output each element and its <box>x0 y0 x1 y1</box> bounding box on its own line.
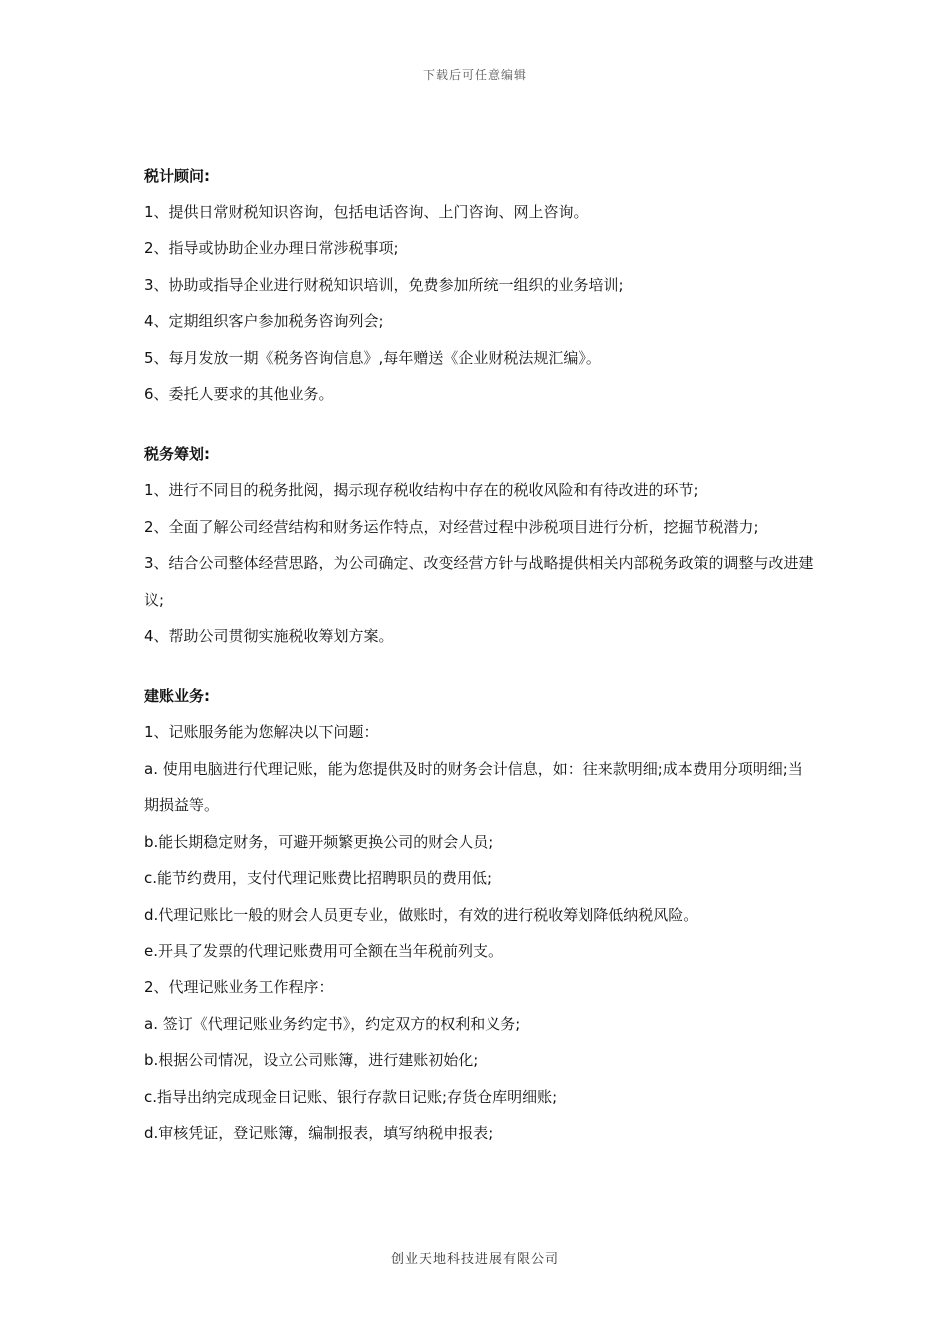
paragraph: d.代理记账比一般的财会人员更专业，做账时，有效的进行税收筹划降低纳税风险。 <box>144 905 699 924</box>
paragraph: 4、帮助公司贯彻实施税收筹划方案。 <box>144 627 394 646</box>
paragraph: 6、委托人要求的其他业务。 <box>144 385 334 404</box>
section-tax-planning <box>144 436 814 654</box>
paragraph: 3、结合公司整体经营思路，为公司确定、改变经营方针与战略提供相关内部税务政策的调整与改进建议; <box>144 554 814 609</box>
document-body <box>144 158 814 1175</box>
paragraph: 2、指导或协助企业办理日常涉税事项; <box>144 239 399 258</box>
paragraph: 1、进行不同目的税务批阅，揭示现存税收结构中存在的税收风险和有待改进的环节; <box>144 481 699 500</box>
page-header: 下载后可任意编辑 <box>422 68 527 82</box>
paragraph: c.能节约费用，支付代理记账费比招聘职员的费用低; <box>144 869 493 888</box>
paragraph: 2、全面了解公司经营结构和财务运作特点，对经营过程中涉税项目进行分析，挖掘节税潜力; <box>144 517 759 536</box>
section-title: 税务筹划: <box>144 445 210 464</box>
paragraph: b.能长期稳定财务，可避开频繁更换公司的财会人员; <box>144 832 494 851</box>
paragraph: b.根据公司情况，设立公司账簿，进行建账初始化; <box>144 1051 479 1070</box>
paragraph: 4、定期组织客户参加税务咨询列会; <box>144 312 384 331</box>
section-tax-consulting <box>144 158 814 412</box>
paragraph: 1、记账服务能为您解决以下问题： <box>144 723 379 742</box>
paragraph: 3、协助或指导企业进行财税知识培训，免费参加所统一组织的业务培训; <box>144 275 624 294</box>
paragraph: 2、代理记账业务工作程序： <box>144 978 334 997</box>
paragraph: a. 签订《代理记账业务约定书》，约定双方的权利和义务; <box>144 1014 521 1033</box>
paragraph: 1、提供日常财税知识咨询，包括电话咨询、上门咨询、网上咨询。 <box>144 203 589 221</box>
section-bookkeeping <box>144 678 814 1151</box>
section-title: 税计顾问: <box>144 167 210 185</box>
paragraph: a. 使用电脑进行代理记账，能为您提供及时的财务会计信息，如：往来款明细;成本费用分项明细;当期损益等。 <box>144 759 803 815</box>
paragraph: e.开具了发票的代理记账费用可全额在当年税前列支。 <box>144 941 503 960</box>
paragraph: 5、每月发放一期《税务咨询信息》,每年赠送《企业财税法规汇编》。 <box>144 348 601 367</box>
paragraph: d.审核凭证，登记账簿，编制报表，填写纳税申报表; <box>144 1123 494 1142</box>
page-footer: 创业天地科技进展有限公司 <box>390 1252 559 1267</box>
section-title: 建账业务: <box>144 687 210 706</box>
paragraph: c.指导出纳完成现金日记账、银行存款日记账;存货仓库明细账; <box>144 1087 558 1106</box>
